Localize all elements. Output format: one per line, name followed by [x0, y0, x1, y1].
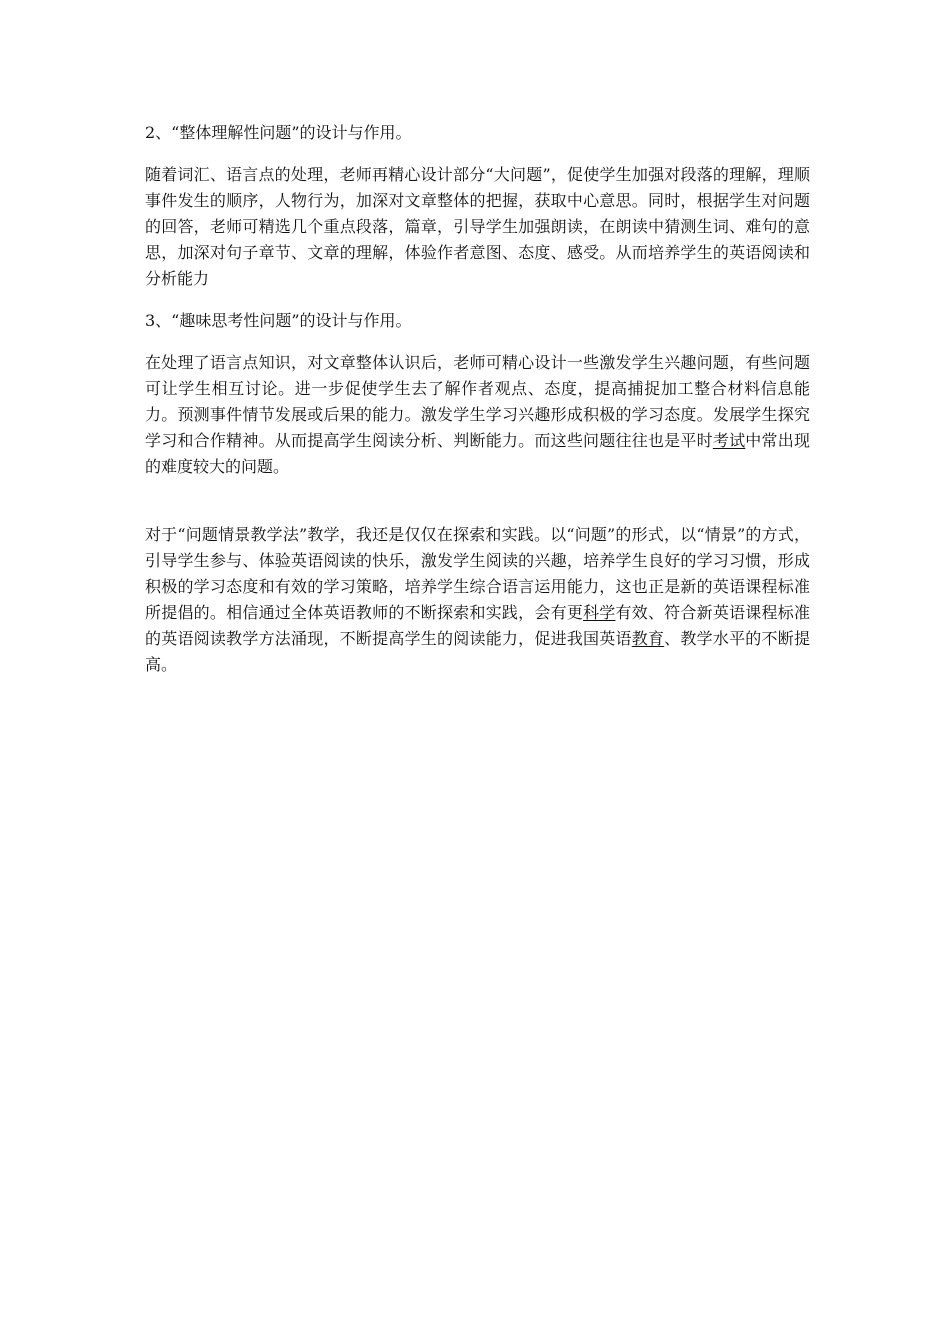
section-2-heading: 2、“整体理解性问题”的设计与作用。 [145, 123, 412, 142]
section-3-body [145, 350, 810, 480]
section-3-heading: 3、“趣味思考性问题”的设计与作用。 [145, 311, 412, 330]
section-2-body: 随着词汇、语言点的处理，老师再精心设计部分“大问题”，促使学生加强对段落的理解，理顺事件发生的顺序，人物行为，加深对文章整体的把握，获取中心意思。同时，根据学生对问题的回答，老师可精选几个重点段落，篇章，引导学生加强朗读，在朗读中猜测生词、难句的意思，加深对句子章节、文章的理解，体验作者意图、态度、感受。从而培养学生的英语阅读和分析能力 [145, 165, 810, 288]
science-link[interactable]: 科学 [583, 603, 616, 622]
education-link[interactable]: 教育 [631, 629, 665, 648]
section-3-body-text-b: 中常出现的难度较大的问题。 [145, 431, 810, 476]
section-3-body-text-a: 在处理了语言点知识，对文章整体认识后，老师可精心设计一些激发学生兴趣问题，有些问题可让学生相互讨论。进一步促使学生去了解作者观点、态度，提高捕捉加工整合材料信息能力。预测事件情节发展或后果的能力。激发学生学习兴趣形成积极的学习态度。发展学生探究学习和合作精神。从而提高学生阅读分析、判断能力。而这些问题往往也是平时 [145, 353, 810, 450]
conclusion-paragraph [145, 522, 810, 678]
conclusion-text-b: 有效、符合新英语课程标准的英语阅读教学方法涌现，不断提高学生的阅读能力，促进我国英语 [145, 603, 810, 648]
conclusion-text-a: 对于“问题情景教学法”教学，我还是仅仅在探索和实践。以“问题”的形式，以“情景”的方式，引导学生参与、体验英语阅读的快乐，激发学生阅读的兴趣，培养学生良好的学习习惯，形成积极的学习态度和有效的学习策略，培养学生综合语言运用能力，这也正是新的英语课程标准所提倡的。相信通过全体英语教师的不断探索和实践，会有更 [145, 525, 810, 622]
conclusion-text-c: 、教学水平的不断提高。 [145, 629, 810, 674]
exam-link[interactable]: 考试 [712, 431, 746, 450]
document-page [145, 120, 810, 694]
paragraph-spacer [145, 496, 810, 522]
